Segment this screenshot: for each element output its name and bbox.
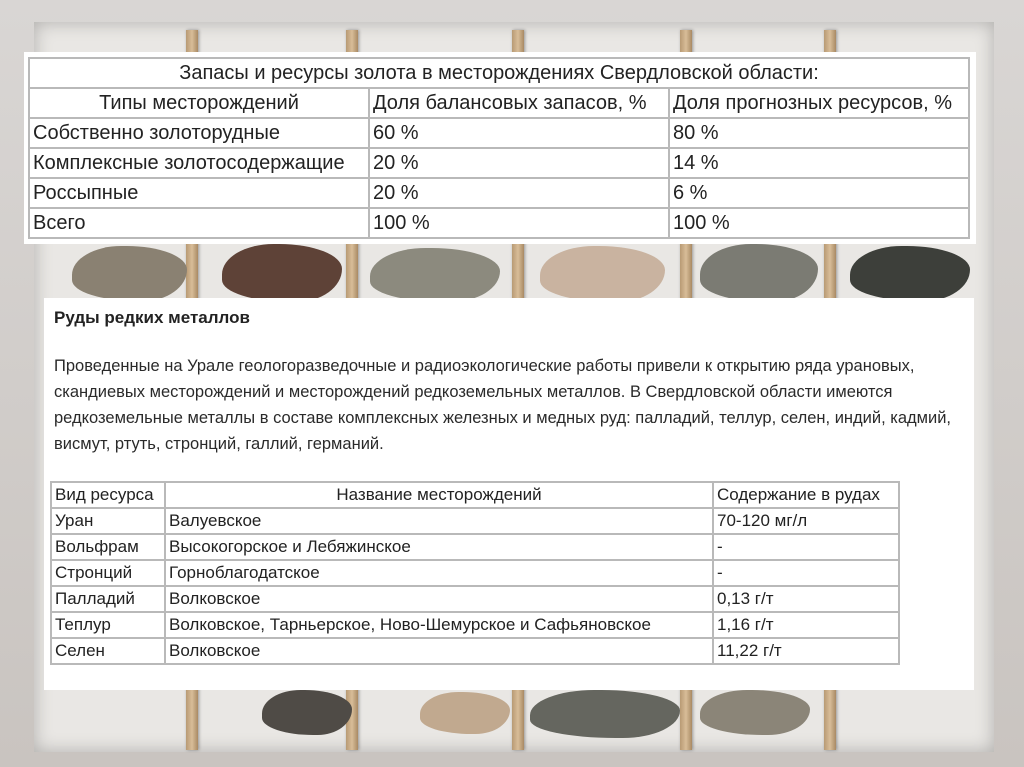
table-cell: - <box>713 560 899 586</box>
gold-reserves-panel <box>24 52 976 244</box>
table-header-row <box>29 88 969 118</box>
mineral-sample <box>72 246 187 301</box>
table-cell: 60 % <box>369 118 669 148</box>
mineral-sample <box>370 248 500 302</box>
table-cell: Теплур <box>51 612 165 638</box>
mineral-sample <box>700 690 810 735</box>
table-cell: Россыпные <box>29 178 369 208</box>
table-cell: Горноблагодатское <box>165 560 713 586</box>
column-header: Доля балансовых запасов, % <box>369 88 669 118</box>
mineral-sample <box>262 690 352 735</box>
table-cell: 70-120 мг/л <box>713 508 899 534</box>
table-cell: Уран <box>51 508 165 534</box>
table-row <box>51 560 899 586</box>
table-row <box>29 148 969 178</box>
mineral-sample <box>420 692 510 734</box>
table-cell: Волковское, Тарньерское, Ново-Шемурское и Сафьяновское <box>165 612 713 638</box>
table-cell: Высокогорское и Лебяжинское <box>165 534 713 560</box>
table-row <box>29 208 969 238</box>
table-cell: Селен <box>51 638 165 664</box>
mineral-sample <box>530 690 680 738</box>
table-cell: Валуевское <box>165 508 713 534</box>
table-row <box>51 638 899 664</box>
mineral-sample <box>700 244 818 302</box>
table-cell: Вольфрам <box>51 534 165 560</box>
table-cell: 80 % <box>669 118 969 148</box>
table-row <box>29 118 969 148</box>
rare-metals-panel <box>44 298 974 690</box>
table-row <box>51 612 899 638</box>
section-paragraph: Проведенные на Урале геологоразведочные и радиоэкологические работы привели к открытию ряда урановых, скандиевых месторождений и месторождений редкоземельных металлов. В Свердловской области имеются редкоземельные металлы в составе комплексных железных и медных руд: палладий, теллур, селен, индий, кадмий, висмут, ртуть, стронций, галлий, германий. <box>54 357 952 453</box>
rare-metals-table <box>50 481 900 665</box>
table-cell: - <box>713 534 899 560</box>
mineral-sample <box>850 246 970 301</box>
table-cell: Волковское <box>165 586 713 612</box>
table-cell: Всего <box>29 208 369 238</box>
table-cell: Волковское <box>165 638 713 664</box>
table-cell: 1,16 г/т <box>713 612 899 638</box>
mineral-sample <box>222 244 342 302</box>
column-header: Название месторождений <box>165 482 713 508</box>
table-title: Запасы и ресурсы золота в месторождениях Свердловской области: <box>29 58 969 88</box>
table-cell: Комплексные золотосодержащие <box>29 148 369 178</box>
section-heading: Руды редких металлов <box>54 308 250 327</box>
table-cell: Стронций <box>51 560 165 586</box>
table-cell: 11,22 г/т <box>713 638 899 664</box>
table-header-row <box>51 482 899 508</box>
table-cell: 0,13 г/т <box>713 586 899 612</box>
table-cell: Палладий <box>51 586 165 612</box>
column-header: Типы месторождений <box>29 88 369 118</box>
gold-reserves-table <box>28 57 970 239</box>
table-title-row <box>29 58 969 88</box>
column-header: Содержание в рудах <box>713 482 899 508</box>
table-cell: 14 % <box>669 148 969 178</box>
table-cell: Собственно золоторудные <box>29 118 369 148</box>
table-cell: 6 % <box>669 178 969 208</box>
mineral-sample <box>540 246 665 302</box>
column-header: Вид ресурса <box>51 482 165 508</box>
table-row <box>51 534 899 560</box>
column-header: Доля прогнозных ресурсов, % <box>669 88 969 118</box>
table-row <box>51 508 899 534</box>
table-cell: 100 % <box>669 208 969 238</box>
table-row <box>51 586 899 612</box>
table-cell: 20 % <box>369 148 669 178</box>
table-row <box>29 178 969 208</box>
table-cell: 20 % <box>369 178 669 208</box>
table-cell: 100 % <box>369 208 669 238</box>
